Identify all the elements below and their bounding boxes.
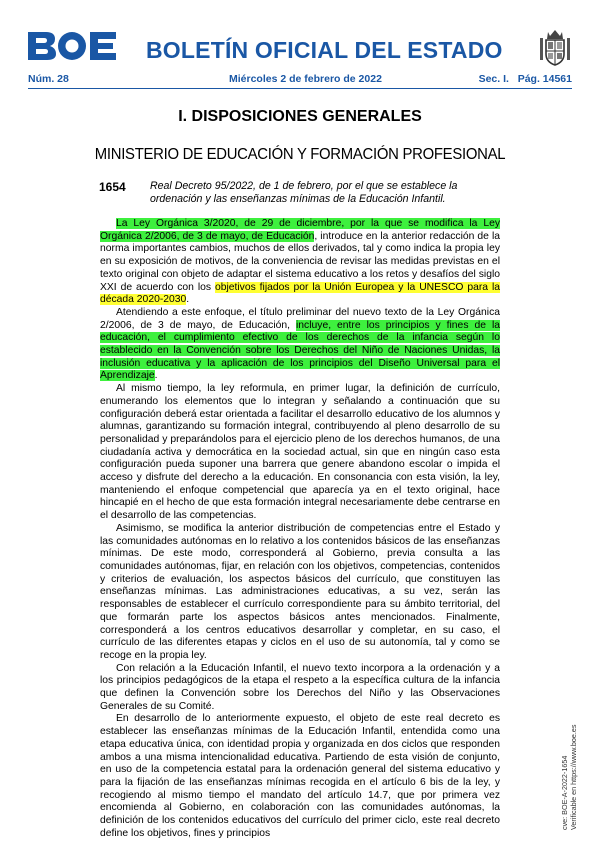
paragraph-5: Con relación a la Educación Infantil, el nuevo texto incorpora a la ordenación y a los principios pedagógicos de la etapa el respeto a la específica cultura de la infancia que definen la Convención sobre los Derechos del Niño y las Observaciones Generales de su Comité. [100, 662, 500, 712]
cve-code: cve: BOE-A-2022-1654 [560, 755, 569, 830]
header-divider [28, 88, 572, 89]
paragraph-2: Atendiendo a este enfoque, el título preliminar del nuevo texto de la Ley Orgánica 2/2006, de 3 de mayo, de Educación, incluye, entre los principios y fines de la educación, el cumplimiento efectivo de los derechos de la infancia según lo establecido en la Convención sobre los Derechos del Niño de Naciones Unidas, la inclusión educativa y la aplicación de los principios del Diseño Universal para el Aprendizaje. [100, 306, 501, 382]
verification-note [560, 680, 584, 830]
highlight-yellow: objetivos fijados por la Unión Europea y la UNESCO para la década 2020-2030 [100, 281, 501, 306]
issue-meta-bar [28, 73, 572, 89]
issue-number: Núm. 28 [28, 73, 69, 85]
paragraph-6: En desarrollo de lo anteriormente expuesto, el objeto de este real decreto es establecer las enseñanzas mínimas de la Educación Infantil, entendida como una etapa educativa única, con identidad propia y organizada en dos ciclos que responden ambos a una misma intencionalidad educativa. Partiendo de esta visión de conjunto, en uso de la competencia estatal para la ordenación general del sistema educativo y para la fijación de las enseñanzas mínimas recogida en el artículo 6 bis de la ley, y recogiendo al mismo tiempo el mandato del artículo 14.7, que por primera vez encomienda al Gobierno, en colaboración con las comunidades autónomas, la definición de los contenidos educativos del currículo del primer ciclo, este real decreto define los objetivos, fines y principios [100, 713, 500, 839]
paragraph-3: Al mismo tiempo, la ley reformula, en primer lugar, la definición de currículo, enumerando los elementos que lo integran y señalando a continuación que su configuración deberá estar orientada a facilitar el desarrollo educativo de los alumnos y alumnas, garantizando su formación integral, contribuyendo al pleno desarrollo de su personalidad y preparándolos para el ejercicio pleno de los derechos humanos, de una ciudadanía activa y democrática en la sociedad actual, sin que en ningún caso esta configuración pueda suponer una barrera que genere abandono escolar o impida el acceso y disfrute del derecho a la educación. En consonancia con esta visión, la ley, manteniendo el enfoque competencial que aparecía ya en el texto original, hace hincapié en el hecho de que esta formación integral necesariamente debe centrarse en el desarrollo de las competencias. [100, 383, 500, 522]
coat-of-arms-icon [538, 28, 572, 68]
section-page: Sec. I. Pág. 14561 [478, 73, 572, 85]
highlight-green: La Ley Orgánica 3/2020, de 29 de diciembre, por la que se modifica la Ley Orgánica 2/2006, de 3 de mayo, de Educación [100, 218, 500, 242]
paragraph-1: La Ley Orgánica 3/2020, de 29 de diciembre, por la que se modifica la Ley Orgánica 2/2006, de 3 de mayo, de Educación, introduce en la anterior redacción de la norma importantes cambios, muchos de ellos derivados, tal y como indica la propia ley en su exposición de motivos, de la conveniencia de revisar las medidas previstas en el texto original con objeto de adaptar el sistema educativo a los retos y desafíos del siglo XXI de acuerdo con los objetivos fijados por la Unión Europea y la UNESCO para la década 2020-2030. [100, 218, 501, 306]
entry-number: 1654 [99, 180, 126, 194]
document-body [100, 218, 500, 840]
issue-date: Miércoles 2 de febrero de 2022 [229, 73, 382, 85]
ministry-title: MINISTERIO DE EDUCACIÓN Y FORMACIÓN PROFESIONAL [94, 146, 506, 163]
boe-logo [28, 30, 116, 62]
entry-title: Real Decreto 95/2022, de 1 de febrero, por el que se establece la ordenación y las enseñanzas mínimas de la Educación Infantil. [150, 180, 458, 205]
section-title: I. DISPOSICIONES GENERALES [178, 108, 422, 125]
paragraph-4: Asimismo, se modifica la anterior distribución de competencias entre el Estado y las comunidades autónomas en lo relativo a los contenidos básicos de las enseñanzas mínimas. De este modo, corresponderá al Gobierno, previa consulta a las comunidades autónomas, fijar, en relación con los objetivos, competencias, contenidos y criterios de evaluación, los aspectos básicos del currículo, que constituyen las enseñanzas mínimas. Las administraciones educativas, a su vez, serán las responsables de establecer el currículo correspondiente para su ámbito territorial, del que formarán parte los aspectos básicos antes mencionados. Finalmente, corresponderá a los centros educativos desarrollar y completar, en su caso, el currículo de las diferentes etapas y ciclos en el uso de su autonomía, tal y como se recoge en la propia ley. [100, 522, 500, 661]
site-title: BOLETÍN OFICIAL DEL ESTADO [146, 37, 503, 63]
verification-link[interactable]: Verificable en https://www.boe.es [569, 724, 578, 830]
highlight-green: incluye, entre los principios y fines de la educación, el cumplimiento efectivo de los derechos de la infancia según lo establecido en la Convención sobre los Derechos del Niño de Naciones Unidas, la inclusión educativa y la aplicación de los principios del Diseño Universal para el Aprendizaje [100, 319, 501, 382]
